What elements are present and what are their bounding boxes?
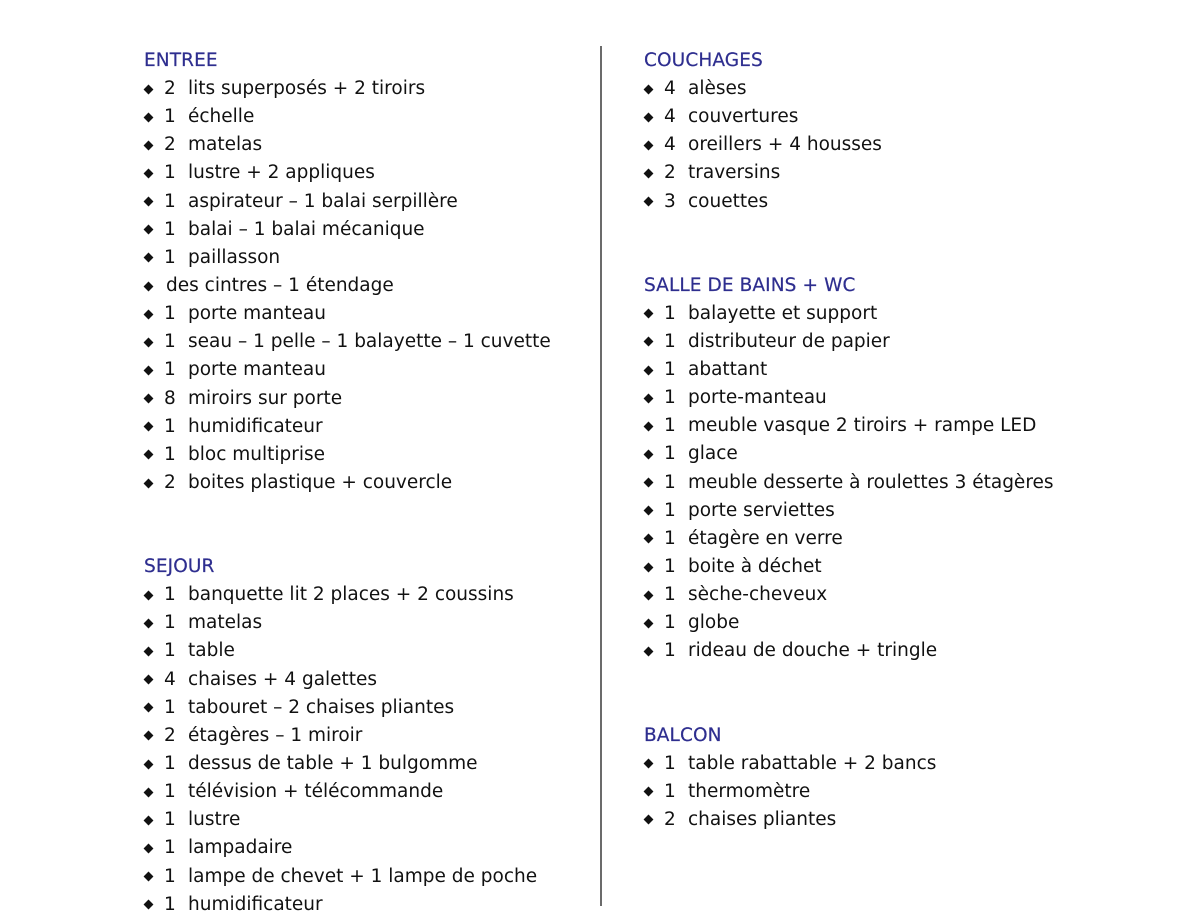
item-list-couchages xyxy=(644,75,1124,216)
item-text: meuble vasque 2 tiroirs + rampe LED xyxy=(688,415,1037,437)
item-text: télévision + télécommande xyxy=(188,781,444,803)
diamond-bullet-icon xyxy=(144,422,154,432)
item-list-salle-de-bains xyxy=(644,300,1124,666)
item-text: échelle xyxy=(188,106,255,128)
diamond-bullet-icon xyxy=(144,197,154,207)
list-item xyxy=(144,778,584,806)
list-item xyxy=(644,159,1124,187)
item-text: chaises pliantes xyxy=(688,808,837,830)
diamond-bullet-icon xyxy=(144,225,154,235)
item-quantity: 1 xyxy=(664,443,676,465)
list-item xyxy=(144,272,584,300)
item-quantity: 8 xyxy=(164,387,176,409)
item-quantity: 4 xyxy=(664,134,676,156)
diamond-bullet-icon xyxy=(144,394,154,404)
item-quantity: 1 xyxy=(664,640,676,662)
item-quantity: 1 xyxy=(664,584,676,606)
diamond-bullet-icon xyxy=(644,169,654,179)
item-text: abattant xyxy=(688,359,768,381)
item-quantity: 1 xyxy=(664,302,676,324)
list-item xyxy=(644,188,1124,216)
item-quantity: 4 xyxy=(664,106,676,128)
item-text: traversins xyxy=(688,162,781,184)
item-quantity: 1 xyxy=(164,331,176,353)
item-text: étagère en verre xyxy=(688,527,843,549)
item-text: lampadaire xyxy=(188,837,293,859)
item-text: lampe de chevet + 1 lampe de poche xyxy=(188,865,538,887)
item-quantity: 1 xyxy=(164,893,176,915)
item-quantity: 1 xyxy=(164,415,176,437)
list-item xyxy=(144,666,584,694)
item-quantity: 4 xyxy=(164,668,176,690)
section-balcon xyxy=(644,722,1124,834)
item-quantity: 2 xyxy=(164,472,176,494)
item-quantity: 1 xyxy=(664,612,676,634)
item-quantity: 4 xyxy=(664,78,676,100)
diamond-bullet-icon xyxy=(644,478,654,488)
diamond-bullet-icon xyxy=(144,366,154,376)
list-item xyxy=(144,834,584,862)
section-title-sejour: SEJOUR xyxy=(144,556,215,578)
list-item xyxy=(644,300,1124,328)
item-quantity: 1 xyxy=(164,303,176,325)
section-spacer xyxy=(644,666,1124,722)
item-quantity: 1 xyxy=(164,612,176,634)
list-item xyxy=(144,328,584,356)
item-quantity: 1 xyxy=(664,527,676,549)
diamond-bullet-icon xyxy=(644,337,654,347)
item-quantity: 1 xyxy=(664,415,676,437)
diamond-bullet-icon xyxy=(144,843,154,853)
diamond-bullet-icon xyxy=(144,253,154,263)
list-item xyxy=(644,469,1124,497)
list-item xyxy=(644,328,1124,356)
list-item xyxy=(144,159,584,187)
item-text: porte manteau xyxy=(188,359,326,381)
item-text: boite à déchet xyxy=(688,556,822,578)
item-quantity: 2 xyxy=(664,162,676,184)
diamond-bullet-icon xyxy=(644,112,654,122)
item-quantity: 2 xyxy=(664,808,676,830)
list-item xyxy=(144,441,584,469)
diamond-bullet-icon xyxy=(644,309,654,319)
item-text: tabouret – 2 chaises pliantes xyxy=(188,696,455,718)
item-quantity: 1 xyxy=(164,865,176,887)
diamond-bullet-icon xyxy=(644,450,654,460)
item-quantity: 1 xyxy=(164,753,176,775)
item-text: balayette et support xyxy=(688,302,878,324)
item-text: matelas xyxy=(188,134,263,156)
diamond-bullet-icon xyxy=(144,900,154,910)
list-item xyxy=(644,75,1124,103)
diamond-bullet-icon xyxy=(144,112,154,122)
diamond-bullet-icon xyxy=(144,647,154,657)
item-text: porte serviettes xyxy=(688,499,835,521)
list-item xyxy=(144,863,584,891)
item-text: banquette lit 2 places + 2 coussins xyxy=(188,584,514,606)
list-item xyxy=(644,806,1124,834)
item-text: porte-manteau xyxy=(688,387,827,409)
list-item xyxy=(644,440,1124,468)
list-item xyxy=(644,637,1124,665)
list-item xyxy=(644,778,1124,806)
item-quantity: 1 xyxy=(164,696,176,718)
list-item xyxy=(644,356,1124,384)
diamond-bullet-icon xyxy=(144,590,154,600)
diamond-bullet-icon xyxy=(144,787,154,797)
item-text: lustre + 2 appliques xyxy=(188,162,375,184)
item-text: sèche-cheveux xyxy=(688,584,828,606)
item-quantity: 1 xyxy=(664,471,676,493)
item-quantity: 1 xyxy=(164,443,176,465)
item-quantity: 1 xyxy=(164,246,176,268)
list-item xyxy=(644,497,1124,525)
diamond-bullet-icon xyxy=(144,140,154,150)
diamond-bullet-icon xyxy=(644,534,654,544)
item-text: distributeur de papier xyxy=(688,330,890,352)
item-quantity: 1 xyxy=(164,809,176,831)
list-item xyxy=(144,722,584,750)
section-spacer xyxy=(144,497,584,553)
column-divider xyxy=(600,46,602,906)
list-item xyxy=(644,412,1124,440)
list-item xyxy=(144,694,584,722)
item-list-balcon xyxy=(644,750,1124,834)
item-quantity: 1 xyxy=(664,387,676,409)
section-entree xyxy=(144,47,584,497)
diamond-bullet-icon xyxy=(144,731,154,741)
diamond-bullet-icon xyxy=(644,647,654,657)
list-item xyxy=(644,750,1124,778)
item-quantity: 1 xyxy=(164,837,176,859)
list-item xyxy=(144,891,584,919)
section-title-salle-de-bains: SALLE DE BAINS + WC xyxy=(644,274,856,296)
item-text: boites plastique + couvercle xyxy=(188,472,453,494)
section-spacer xyxy=(644,216,1124,272)
item-text: glace xyxy=(688,443,738,465)
item-quantity: 1 xyxy=(164,106,176,128)
section-couchages xyxy=(644,47,1124,216)
list-item xyxy=(644,131,1124,159)
item-quantity: 1 xyxy=(664,752,676,774)
list-item xyxy=(144,356,584,384)
item-text: paillasson xyxy=(188,246,281,268)
list-item xyxy=(144,637,584,665)
diamond-bullet-icon xyxy=(644,421,654,431)
diamond-bullet-icon xyxy=(644,815,654,825)
diamond-bullet-icon xyxy=(144,309,154,319)
list-item xyxy=(144,581,584,609)
item-quantity: 1 xyxy=(164,162,176,184)
section-title-entree: ENTREE xyxy=(144,50,218,71)
item-text: bloc multiprise xyxy=(188,443,326,465)
diamond-bullet-icon xyxy=(644,506,654,516)
diamond-bullet-icon xyxy=(144,815,154,825)
list-item xyxy=(144,188,584,216)
diamond-bullet-icon xyxy=(644,787,654,797)
diamond-bullet-icon xyxy=(144,759,154,769)
item-quantity: 1 xyxy=(664,556,676,578)
item-quantity: 1 xyxy=(664,359,676,381)
item-text: lustre xyxy=(188,809,241,831)
list-item xyxy=(144,75,584,103)
diamond-bullet-icon xyxy=(644,590,654,600)
item-quantity: 2 xyxy=(164,134,176,156)
item-text: meuble desserte à roulettes 3 étagères xyxy=(688,471,1054,493)
item-text: lits superposés + 2 tiroirs xyxy=(188,78,426,100)
list-item xyxy=(144,131,584,159)
section-title-balcon: BALCON xyxy=(644,724,722,746)
list-item xyxy=(144,750,584,778)
diamond-bullet-icon xyxy=(144,169,154,179)
list-item xyxy=(144,609,584,637)
item-quantity: 1 xyxy=(164,359,176,381)
item-text: humidificateur xyxy=(188,415,323,437)
diamond-bullet-icon xyxy=(144,478,154,488)
left-column xyxy=(144,47,584,919)
item-quantity: 1 xyxy=(664,499,676,521)
item-quantity: 1 xyxy=(164,640,176,662)
item-quantity: 1 xyxy=(164,781,176,803)
list-item xyxy=(644,103,1124,131)
item-list-sejour xyxy=(144,581,584,919)
diamond-bullet-icon xyxy=(644,140,654,150)
item-text: rideau de douche + tringle xyxy=(688,640,938,662)
list-item xyxy=(144,469,584,497)
list-item xyxy=(144,806,584,834)
item-text: couvertures xyxy=(688,106,799,128)
item-text: thermomètre xyxy=(688,780,811,802)
item-list-entree xyxy=(144,75,584,497)
list-item xyxy=(644,581,1124,609)
section-salle-de-bains xyxy=(644,272,1124,666)
section-sejour xyxy=(144,553,584,919)
item-text: table rabattable + 2 bancs xyxy=(688,752,937,774)
item-text: humidificateur xyxy=(188,893,323,915)
diamond-bullet-icon xyxy=(144,703,154,713)
list-item xyxy=(144,300,584,328)
item-text: seau – 1 pelle – 1 balayette – 1 cuvette xyxy=(188,331,551,353)
list-item xyxy=(144,385,584,413)
item-quantity: 3 xyxy=(664,190,676,212)
item-text: porte manteau xyxy=(188,303,326,325)
item-text: globe xyxy=(688,612,740,634)
item-quantity: 2 xyxy=(164,78,176,100)
diamond-bullet-icon xyxy=(144,450,154,460)
list-item xyxy=(644,609,1124,637)
section-title-couchages: COUCHAGES xyxy=(644,50,763,71)
diamond-bullet-icon xyxy=(144,872,154,882)
diamond-bullet-icon xyxy=(644,562,654,572)
item-quantity: 1 xyxy=(664,780,676,802)
item-text: oreillers + 4 housses xyxy=(688,134,882,156)
item-text: couettes xyxy=(688,190,769,212)
item-quantity: 1 xyxy=(664,330,676,352)
item-quantity: 2 xyxy=(164,724,176,746)
diamond-bullet-icon xyxy=(144,281,154,291)
list-item xyxy=(144,216,584,244)
diamond-bullet-icon xyxy=(644,365,654,375)
item-text: table xyxy=(188,640,235,662)
item-text: alèses xyxy=(688,78,747,100)
item-quantity: 1 xyxy=(164,218,176,240)
list-item xyxy=(144,413,584,441)
item-quantity: 1 xyxy=(164,190,176,212)
item-quantity: 1 xyxy=(164,584,176,606)
list-item xyxy=(144,103,584,131)
diamond-bullet-icon xyxy=(144,618,154,628)
item-text: matelas xyxy=(188,612,263,634)
right-column xyxy=(644,47,1124,834)
item-text: chaises + 4 galettes xyxy=(188,668,378,690)
list-item xyxy=(144,244,584,272)
diamond-bullet-icon xyxy=(644,393,654,403)
diamond-bullet-icon xyxy=(144,675,154,685)
item-text: dessus de table + 1 bulgomme xyxy=(188,753,478,775)
diamond-bullet-icon xyxy=(144,337,154,347)
item-text: étagères – 1 miroir xyxy=(188,724,363,746)
item-text: miroirs sur porte xyxy=(188,387,343,409)
list-item xyxy=(644,384,1124,412)
diamond-bullet-icon xyxy=(144,84,154,94)
item-text: balai – 1 balai mécanique xyxy=(188,218,425,240)
item-text: aspirateur – 1 balai serpillère xyxy=(188,190,458,212)
item-text: des cintres – 1 étendage xyxy=(166,275,394,297)
list-item xyxy=(644,525,1124,553)
diamond-bullet-icon xyxy=(644,84,654,94)
list-item xyxy=(644,553,1124,581)
diamond-bullet-icon xyxy=(644,759,654,769)
diamond-bullet-icon xyxy=(644,197,654,207)
diamond-bullet-icon xyxy=(644,618,654,628)
